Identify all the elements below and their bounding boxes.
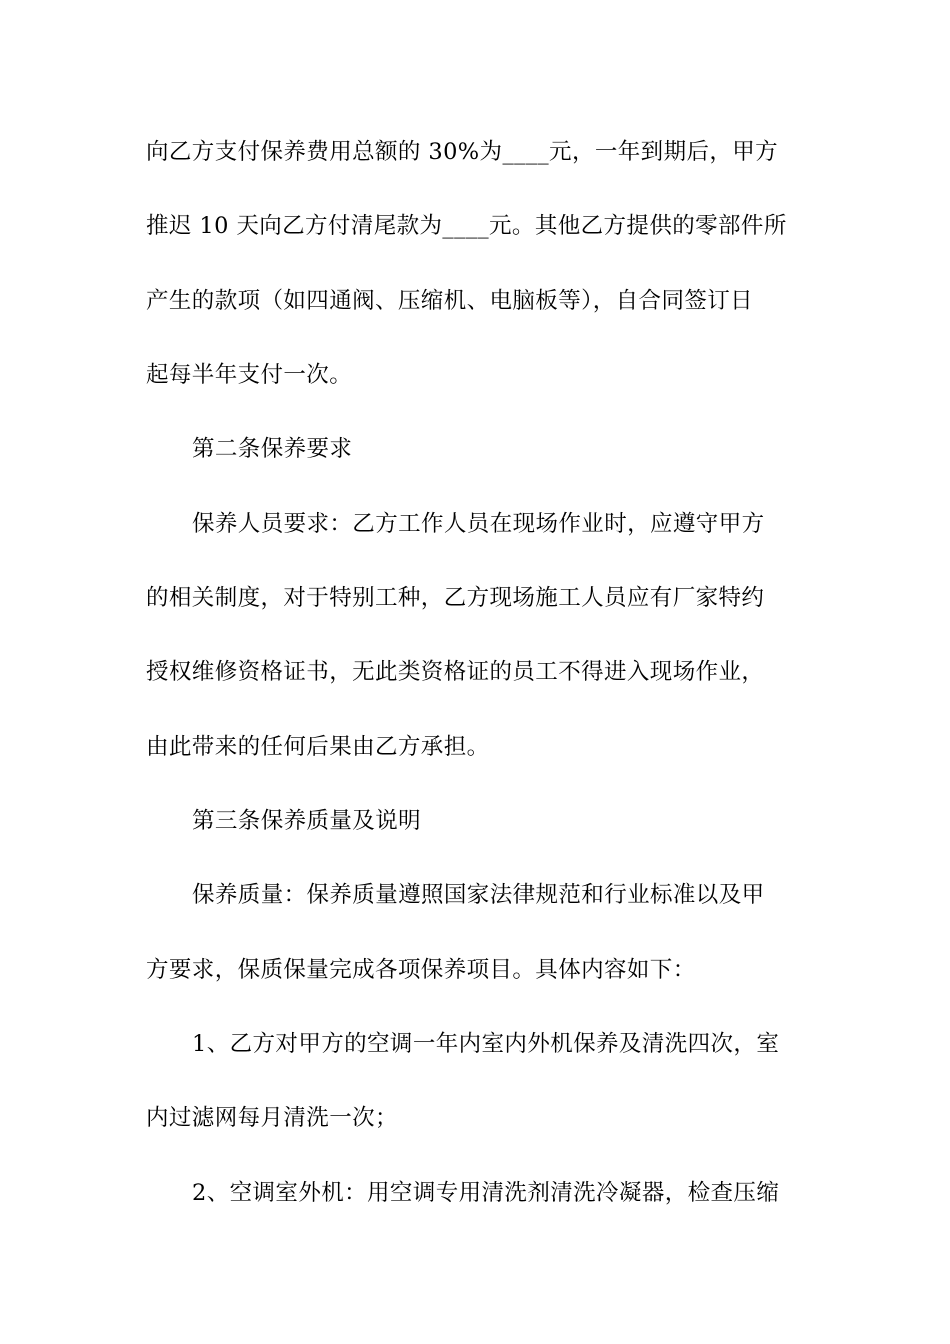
- list-item-2-line-1: 2、空调室外机：用空调专用清洗剂清洗冷凝器，检查压缩: [192, 1180, 780, 1206]
- paragraph-line-12: 方要求，保质保量完成各项保养项目。具体内容如下：: [146, 957, 696, 983]
- paragraph-line-11: 保养质量：保养质量遵照国家法律规范和行业标准以及甲: [192, 882, 765, 908]
- paragraph-line-8: 授权维修资格证书，无此类资格证的员工不得进入现场作业，: [146, 659, 765, 685]
- paragraph-line-1: 向乙方支付保养费用总额的 30%为____元，一年到期后，甲方: [146, 139, 779, 165]
- paragraph-line-6: 保养人员要求：乙方工作人员在现场作业时，应遵守甲方: [192, 511, 765, 537]
- list-item-1-line-1: 1、乙方对甲方的空调一年内室内外机保养及清洗四次，室: [192, 1031, 780, 1057]
- paragraph-line-2: 推迟 10 天向乙方付清尾款为____元。其他乙方提供的零部件所: [146, 213, 787, 239]
- section-heading-2: 第二条保养要求: [192, 436, 353, 462]
- paragraph-line-4: 起每半年支付一次。: [146, 362, 353, 388]
- list-item-1-line-2: 内过滤网每月清洗一次；: [146, 1105, 398, 1131]
- paragraph-line-3: 产生的款项（如四通阀、压缩机、电脑板等），自合同签订日: [146, 288, 754, 314]
- section-heading-3: 第三条保养质量及说明: [192, 808, 422, 834]
- paragraph-line-9: 由此带来的任何后果由乙方承担。: [146, 734, 490, 760]
- paragraph-line-7: 的相关制度，对于特别工种，乙方现场施工人员应有厂家特约: [146, 585, 765, 611]
